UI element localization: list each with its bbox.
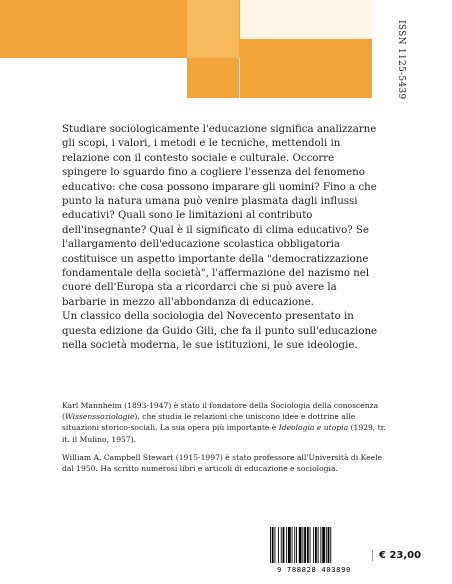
blurb-paragraph-1: Studiare sociologicamente l'educazione significa analizzarne gli scopi, i valori, i metodi e le tecniche, mettendoli in relazione con il contesto sociale e culturale. Occorre spingere lo sguardo fino a cogliere l'essenza del fenomeno educativo: che cosa possono imparare gli uomini? Fino a che punto la natura umana può venire plasmata dagli influssi educativi? Quali sono le limitazioni al contributo dell'insegnante? Qual è il significato di clima educativo? Se l'allargamento dell'educazione scolastica obbligatoria costituisce un aspetto importante della "democratizzazione fondamentale della società", l'affermazione del nazismo nel cuore dell'Europa sta a ricordarci che si può avere la barbarie in mezzo all'abbondanza di educazione. (62, 124, 377, 308)
barcode-bar (315, 527, 317, 563)
barcode-bar (313, 527, 314, 563)
bio-stewart: William A. Campbell Stewart (1915-1997) è stato professore all'Università di Keele dal 1950. Ha scritto numerosi libri e articoli di educazione e sociologia. (62, 452, 382, 474)
barcode-bar (310, 527, 311, 563)
barcode-bar (278, 527, 279, 563)
barcode-bar (270, 527, 271, 563)
bio-mannheim-text-a: Karl Mannheim (1893-1947) è stato il fondatore della Sociologia della conoscenza ( (62, 401, 379, 422)
bio-mannheim-text-c: (1929, tr. it. il Mulino, 1957). (62, 423, 386, 444)
barcode-bars (268, 527, 360, 565)
bio-mannheim-work: Ideologia e utopia (278, 423, 349, 433)
blurb-paragraph-2: Un classico della sociologia del Novecento presentato in questa edizione da Guido Gili, che fa il punto sull'educazione nella società moderna, le sue istituzioni, le sue ideologie. (62, 311, 378, 352)
issn-label: ISSN 1125-5439 (396, 20, 406, 100)
barcode-bar (292, 527, 293, 563)
barcode-bar (326, 527, 327, 563)
bio-mannheim-text-b: ), che studia le relazioni che uniscono idee e dottrine alle situazioni storico-sociali. La sua opera più importante è (62, 412, 356, 433)
barcode-bar (320, 527, 321, 563)
barcode-bar (304, 527, 306, 563)
barcode-bar (275, 527, 276, 563)
barcode-bar (330, 527, 331, 563)
bio-mannheim (62, 400, 392, 445)
author-bios (62, 400, 392, 481)
barcode-bar (296, 527, 297, 563)
back-cover-blurb (62, 123, 380, 354)
barcode-bar (299, 527, 302, 563)
price-label: € 23,00 (372, 550, 421, 561)
barcode-number: 9 788828 403890 (277, 565, 351, 574)
decorative-block-light (240, 0, 372, 39)
barcode-bar (272, 527, 274, 563)
barcode-bar (328, 527, 330, 563)
bio-mannheim-term: Wissenssoziologie (64, 412, 135, 422)
barcode-bar (281, 527, 282, 563)
decorative-orange-block-right (240, 39, 372, 98)
barcode-bar (288, 527, 291, 563)
barcode-bar (318, 527, 319, 563)
barcode-bar (294, 527, 295, 563)
barcode-bar (286, 527, 287, 563)
decorative-orange-block-mid (187, 0, 239, 58)
barcode-bar (307, 527, 309, 563)
decorative-orange-band (187, 58, 239, 98)
barcode-bar (322, 527, 325, 563)
barcode-bar (283, 527, 285, 563)
barcode-bar (302, 527, 303, 563)
